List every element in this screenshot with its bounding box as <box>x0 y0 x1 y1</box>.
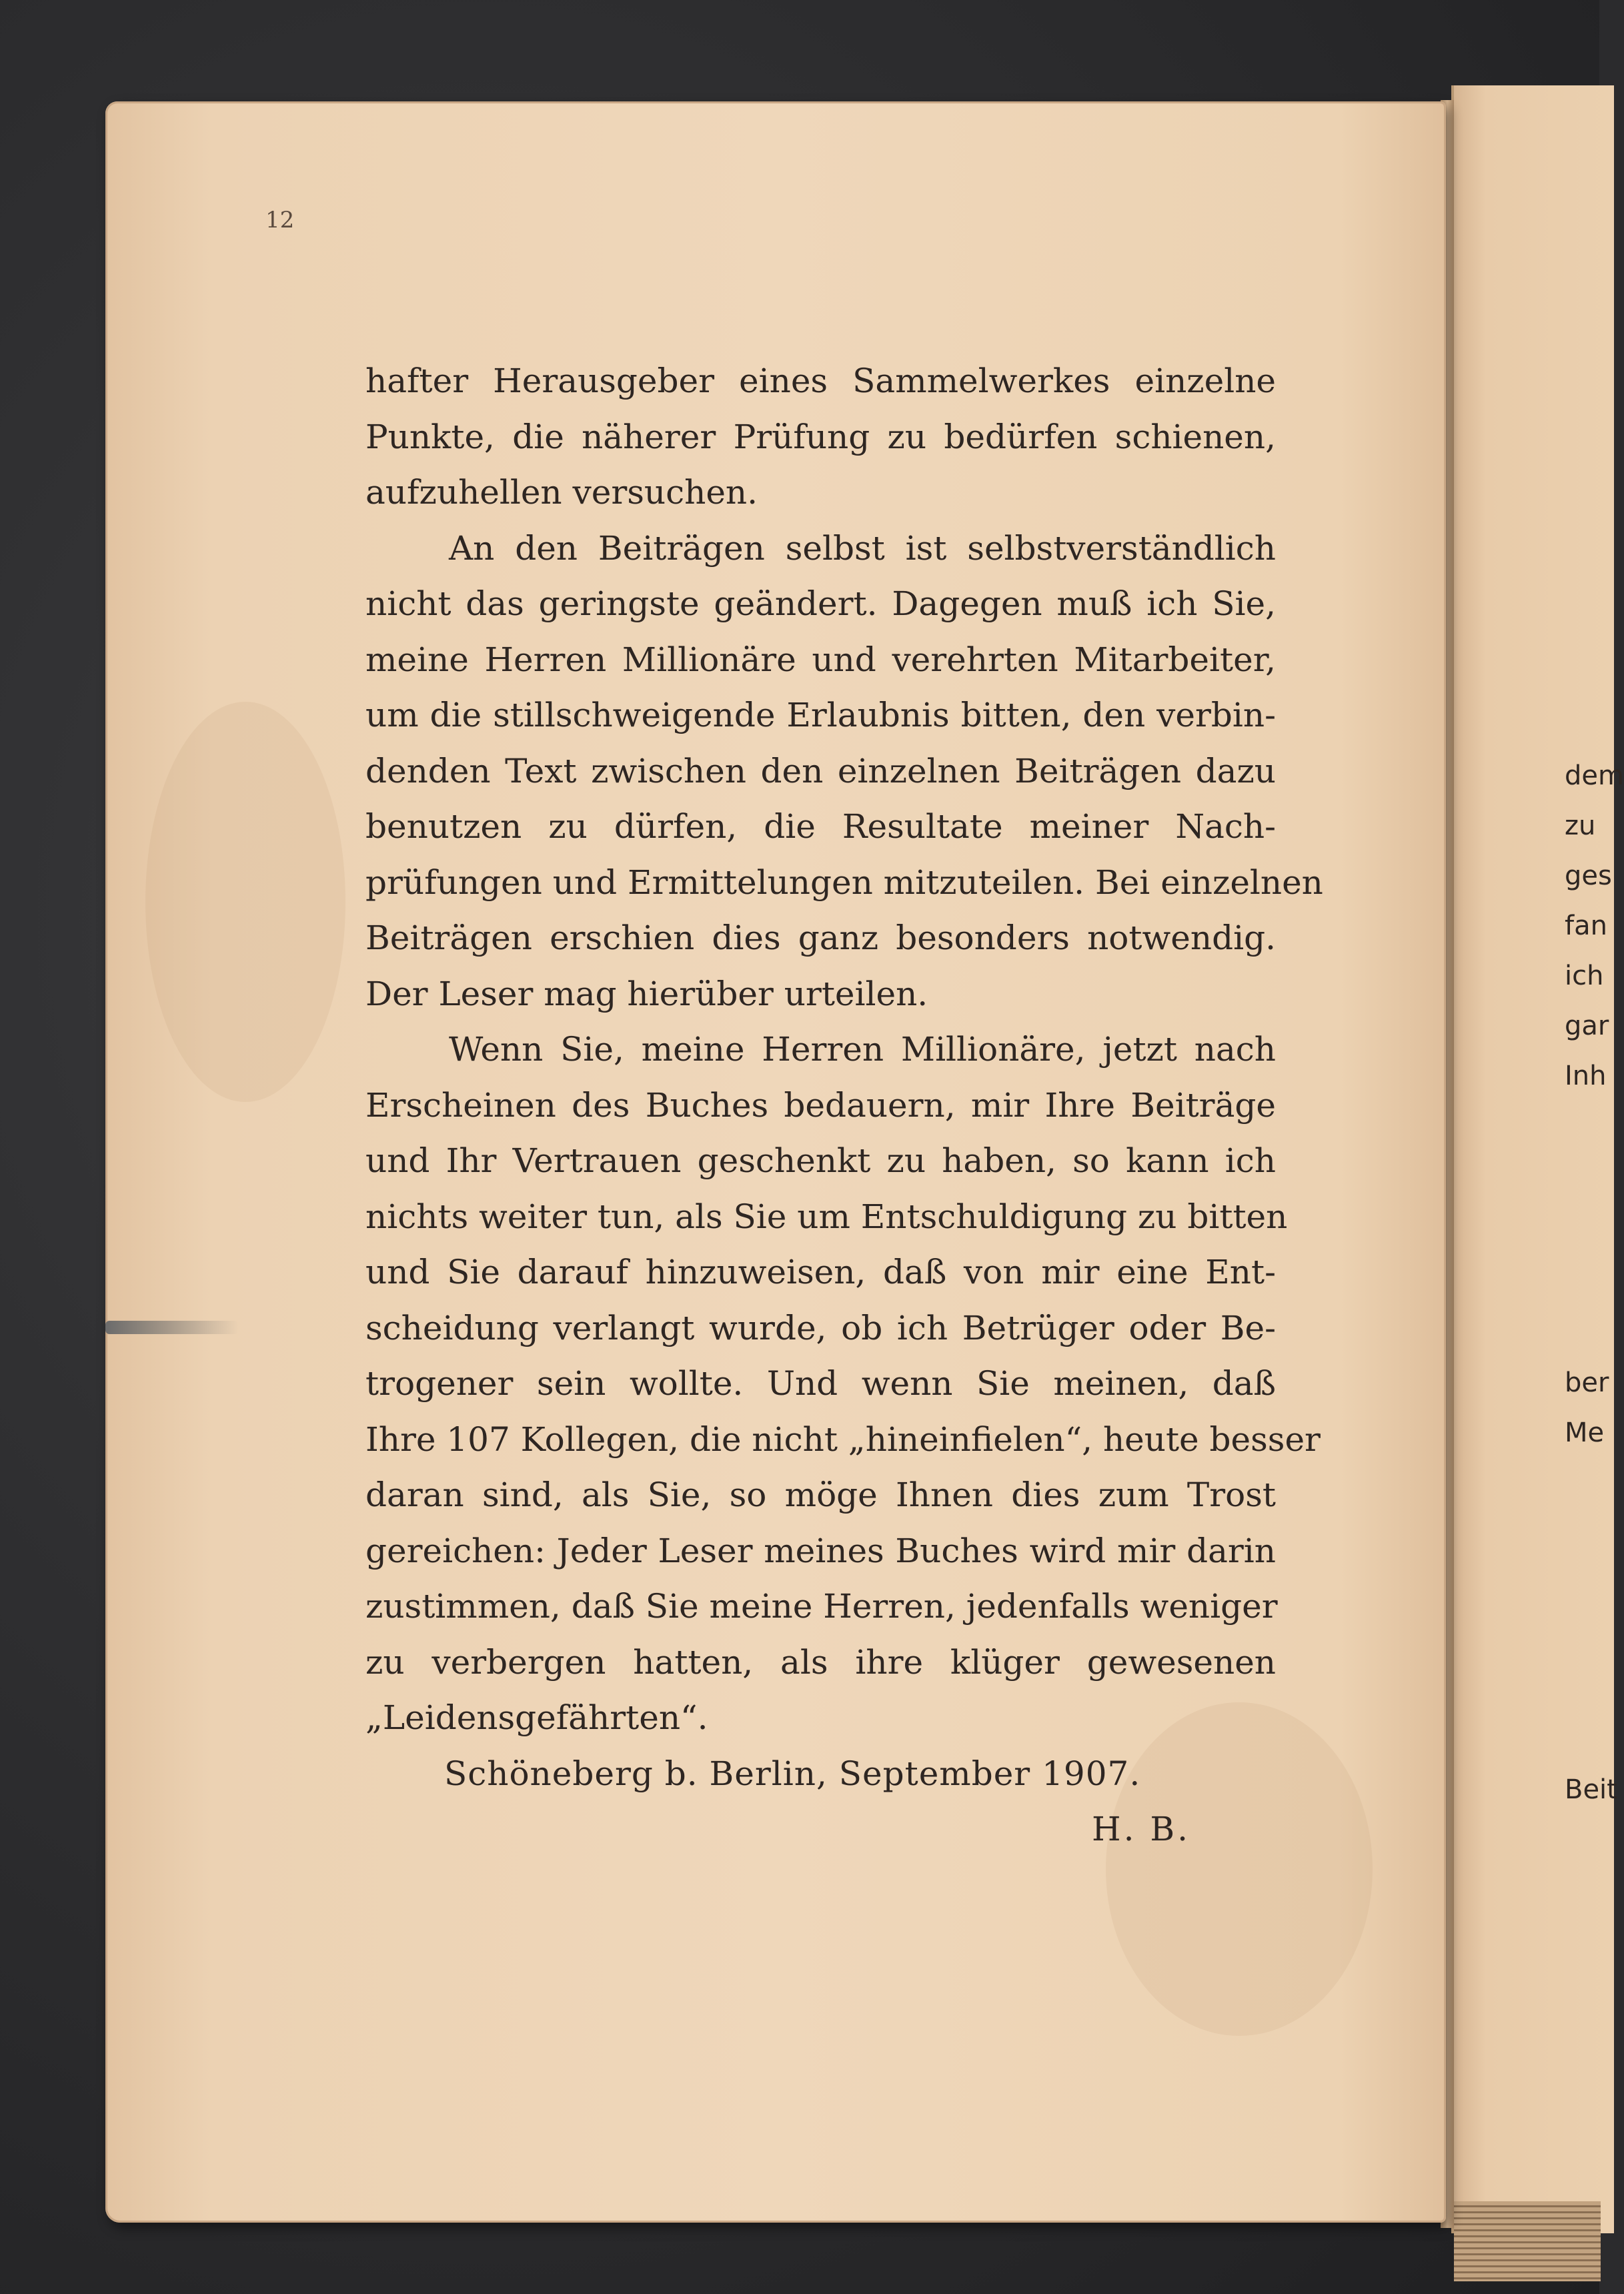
facing-fragment: gar <box>1565 1011 1609 1041</box>
facing-fragment: Beit <box>1565 1774 1617 1805</box>
facing-fragment: Me <box>1565 1417 1605 1448</box>
facing-page <box>1451 85 1614 2233</box>
facing-fragment: fan <box>1565 911 1607 941</box>
text-line: scheidung verlangt wurde, ob ich Betrüger oder Be- <box>365 1308 1276 1347</box>
text-line: trogener sein wollte. Und wenn Sie meinen, daß <box>365 1364 1276 1403</box>
text-line: hafter Herausgeber eines Sammelwerkes einzelne <box>365 362 1276 400</box>
text-line: und Sie darauf hinzuweisen, daß von mir eine Ent- <box>365 1253 1276 1291</box>
facing-fragment: ber <box>1565 1367 1609 1398</box>
text-line: An den Beiträgen selbst ist selbstverständlich <box>449 528 1276 568</box>
text-line: Beiträgen erschien dies ganz besonders notwendig. <box>365 919 1276 957</box>
text-line: zu verbergen hatten, als ihre klüger gewesenen <box>365 1642 1276 1682</box>
text-line: Erscheinen des Buches bedauern, mir Ihre Beiträge <box>365 1085 1276 1125</box>
text-line: Punkte, die näherer Prüfung zu bedürfen schienen, <box>365 417 1276 456</box>
facing-fragment: ges <box>1565 861 1612 891</box>
text-line: denden Text zwischen den einzelnen Beiträgen dazu <box>365 751 1276 790</box>
text-line: gereichen: Jeder Leser meines Buches wird mir darin <box>365 1531 1276 1570</box>
page-tear <box>105 1321 239 1334</box>
facing-fragment: Inh <box>1565 1061 1607 1091</box>
facing-fragment: ich <box>1565 961 1604 991</box>
page-stack-edge <box>1454 2201 1601 2281</box>
text-line: aufzuhellen versuchen. <box>365 473 758 512</box>
facing-fragment: zu <box>1565 810 1596 841</box>
text-line: benutzen zu dürfen, die Resultate meiner Nach- <box>365 807 1276 846</box>
paper-stain <box>145 702 345 1102</box>
place-date-line: Schöneberg b. Berlin, September 1907. <box>444 1754 1141 1793</box>
facing-fragment: dem <box>1565 760 1624 791</box>
text-line: „Leidensgefährten“. <box>365 1698 708 1737</box>
text-line: prüfungen und Ermittelungen mitzuteilen. Bei einzelnen <box>365 863 1323 902</box>
text-line: um die stillschweigende Erlaubnis bitten, den verbin- <box>365 696 1276 734</box>
text-line: zustimmen, daß Sie meine Herren, jedenfalls weniger <box>365 1587 1278 1626</box>
text-line: nichts weiter tun, als Sie um Entschuldigung zu bitten <box>365 1197 1288 1236</box>
text-line: Der Leser mag hierüber urteilen. <box>365 974 928 1013</box>
text-line: meine Herren Millionäre und verehrten Mitarbeiter, <box>365 640 1276 679</box>
text-line: Wenn Sie, meine Herren Millionäre, jetzt nach <box>449 1030 1276 1069</box>
text-line: und Ihr Vertrauen geschenkt zu haben, so kann ich <box>365 1141 1276 1180</box>
page-body <box>365 354 1323 1858</box>
text-line: nicht das geringste geändert. Dagegen muß ich Sie, <box>365 584 1276 623</box>
author-initials: H. B. <box>1091 1810 1190 1848</box>
page-number: 12 <box>265 207 295 233</box>
text-line: daran sind, als Sie, so möge Ihnen dies zum Trost <box>365 1476 1276 1514</box>
text-line: Ihre 107 Kollegen, die nicht „hineinfielen“, heute besser <box>365 1419 1321 1459</box>
